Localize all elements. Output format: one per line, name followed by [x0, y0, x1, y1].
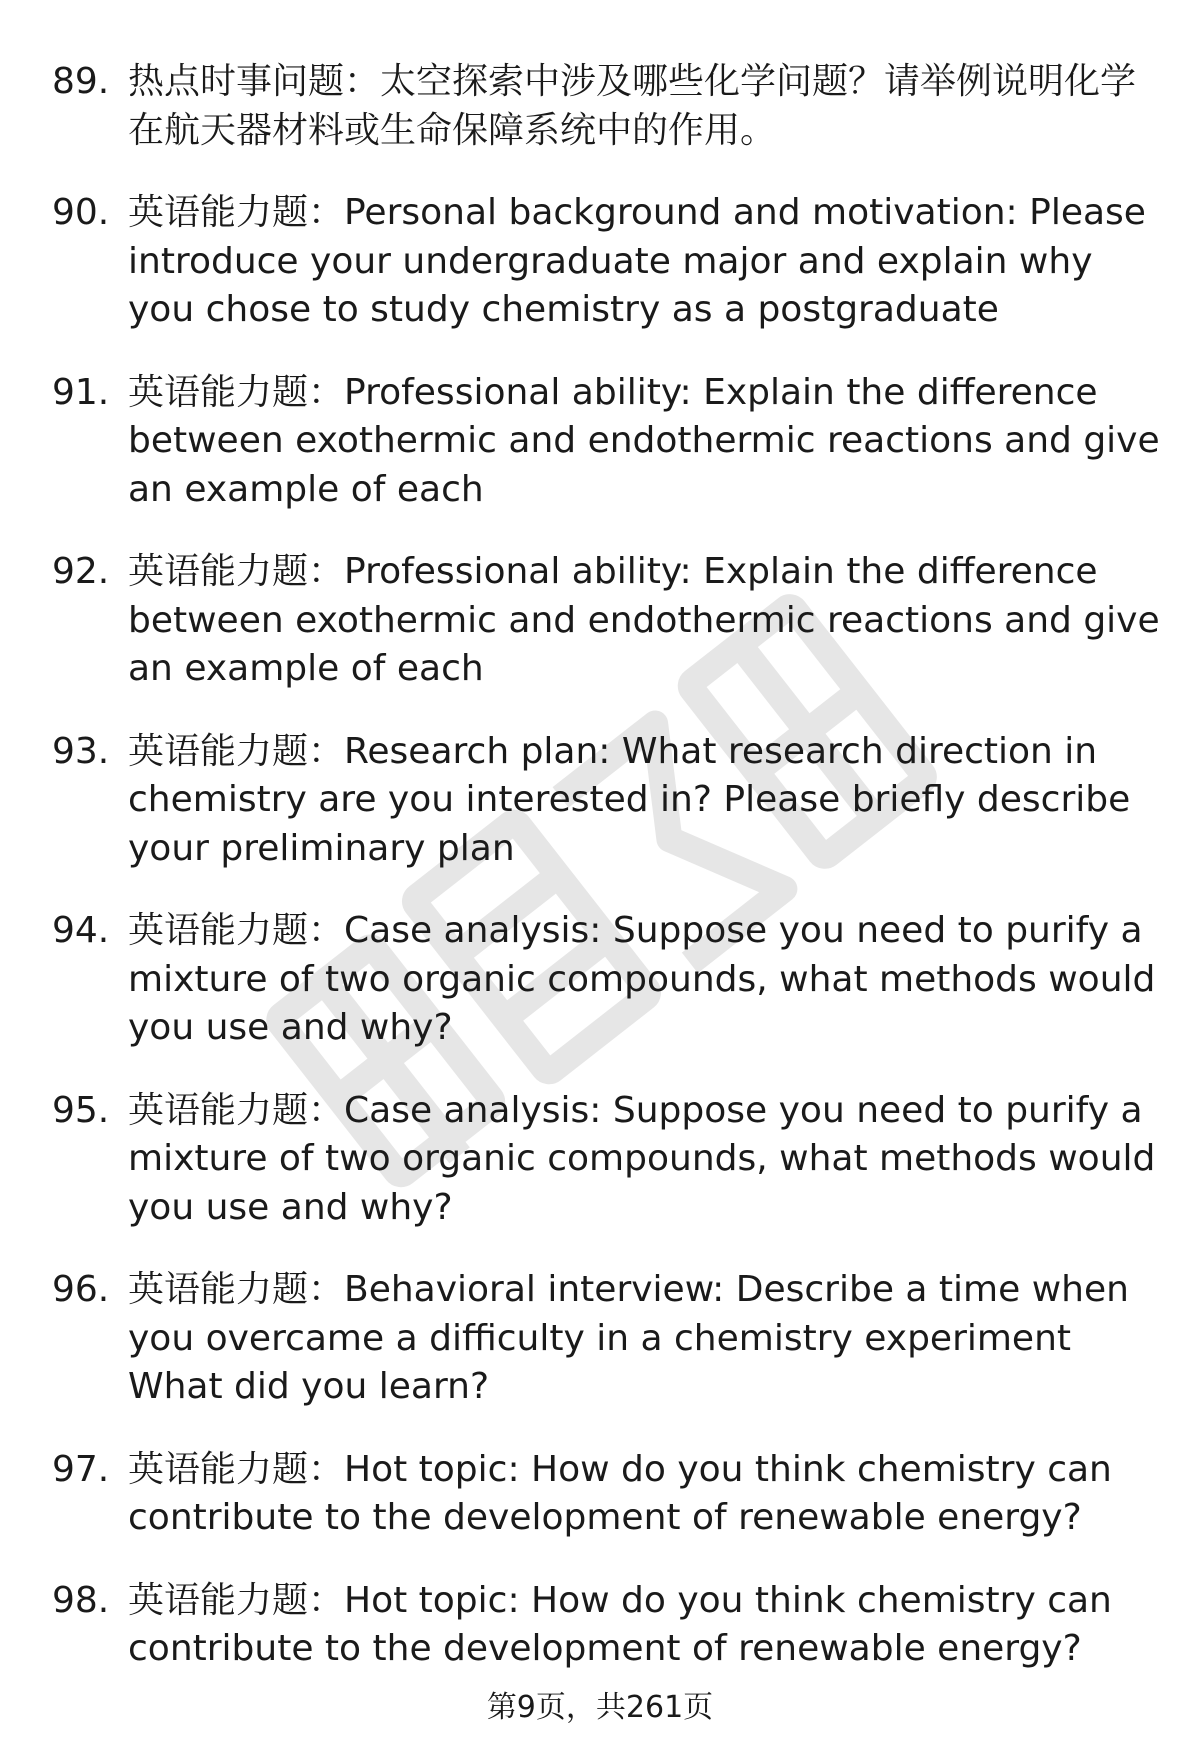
question-number: 93. [52, 730, 110, 772]
question-number: 91. [52, 371, 110, 413]
question-number: 90. [52, 192, 110, 233]
question-item-92 [0, 548, 1200, 694]
question-item-89 [0, 58, 1200, 155]
question-item-93 [0, 728, 1200, 874]
question-item-90 [0, 189, 1200, 335]
question-number: 89. [52, 61, 110, 102]
question-text: 英语能力题：Hot topic: How do you think chemistry can contribute to the development of renewable energy? [128, 1579, 1112, 1669]
question-list [0, 58, 1200, 1708]
page-footer: 第9页，共261页 [486, 1690, 714, 1725]
question-number: 95. [52, 1089, 110, 1131]
question-text: 英语能力题：Behavioral interview: Describe a time when you overcame a difficulty in a chemistry experiment What did you learn? [128, 1269, 1129, 1407]
question-text: 英语能力题：Case analysis: Suppose you need to purify a mixture of two organic compounds, what methods would you use and why? [128, 910, 1156, 1048]
question-item-91 [0, 369, 1200, 515]
question-item-98 [0, 1577, 1200, 1674]
question-text: 热点时事问题：太空探索中涉及哪些化学问题？请举例说明化学在航天器材料或生命保障系统中的作用。 [128, 61, 1137, 151]
question-text: 英语能力题：Hot topic: How do you think chemistry can contribute to the development of renewable energy? [128, 1448, 1112, 1538]
question-text: 英语能力题：Case analysis: Suppose you need to purify a mixture of two organic compounds, what methods would you use and why? [128, 1089, 1156, 1228]
question-item-94 [0, 907, 1200, 1053]
question-number: 98. [52, 1579, 110, 1621]
question-text: 英语能力题：Research plan: What research direction in chemistry are you interested in? Please briefly describe your preliminary plan [128, 730, 1131, 869]
question-text: 英语能力题：Professional ability: Explain the difference between exothermic and endothermic reactions and give an example of each [128, 371, 1160, 510]
question-number: 97. [52, 1448, 110, 1490]
question-item-97 [0, 1446, 1200, 1543]
question-item-96 [0, 1266, 1200, 1412]
question-number: 92. [52, 551, 110, 592]
question-text: 英语能力题：Personal background and motivation: Please introduce your undergraduate major and explain why you chose to study chemistry as a postgraduate [128, 192, 1146, 330]
question-number: 94. [52, 910, 110, 951]
question-item-95 [0, 1087, 1200, 1233]
question-number: 96. [52, 1269, 110, 1310]
question-text: 英语能力题：Professional ability: Explain the difference between exothermic and endothermic reactions and give an example of each [128, 551, 1160, 689]
